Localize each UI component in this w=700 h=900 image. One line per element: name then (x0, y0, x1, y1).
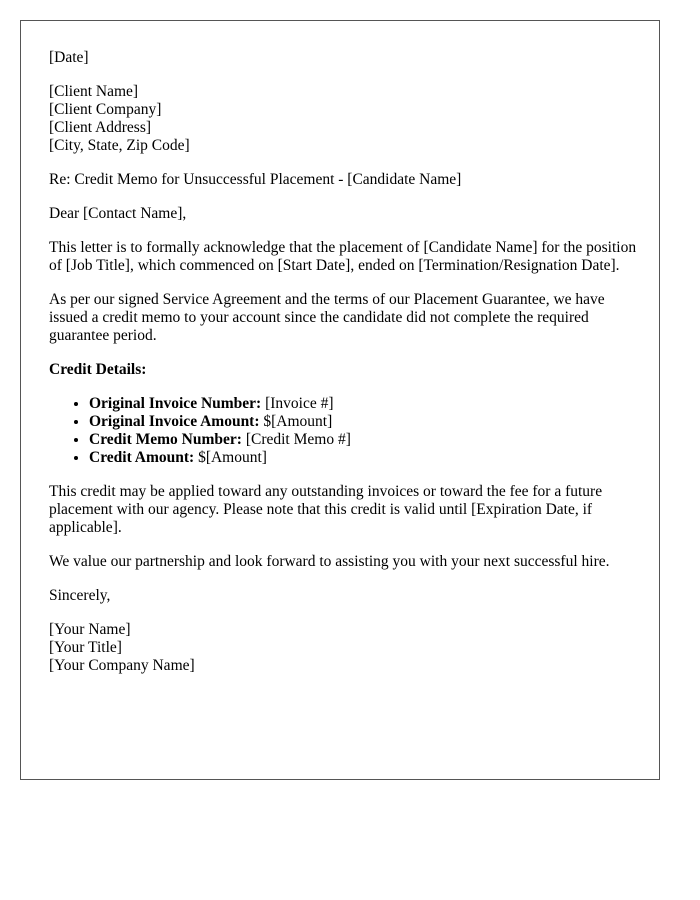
signer-company: [Your Company Name] (49, 657, 195, 674)
recipient-address: [Client Address] (49, 119, 152, 136)
signer-name: [Your Name] (49, 621, 131, 638)
paragraph-credit-issued: As per our signed Service Agreement and the terms of our Placement Guarantee, we have issued a credit memo to your account since the candidate did not complete the required guarantee period. (49, 291, 605, 344)
list-item (89, 431, 639, 449)
salutation: Dear [Contact Name], (49, 205, 187, 222)
detail-label: Original Invoice Number: (89, 395, 262, 412)
closing: Sincerely, (49, 587, 111, 604)
credit-details-list (49, 395, 639, 467)
paragraph-credit-usage: This credit may be applied toward any outstanding invoices or toward the fee for a future placement with our agency. Please note that this credit is valid until [Expiration Date, if applicable]. (49, 483, 603, 536)
credit-details-heading: Credit Details: (49, 361, 147, 378)
detail-value: $[Amount] (259, 413, 333, 430)
recipient-address-block (49, 83, 639, 155)
recipient-city-state-zip: [City, State, Zip Code] (49, 137, 190, 154)
list-item (89, 449, 639, 467)
detail-value: [Invoice #] (261, 395, 334, 412)
detail-label: Credit Amount: (89, 449, 195, 466)
detail-value: $[Amount] (194, 449, 267, 466)
detail-label: Credit Memo Number: (89, 431, 242, 448)
signature-block (49, 621, 639, 675)
signer-title: [Your Title] (49, 639, 122, 656)
subject-line: Re: Credit Memo for Unsuccessful Placement - [Candidate Name] (49, 171, 462, 188)
detail-label: Original Invoice Amount: (89, 413, 260, 430)
letter-date: [Date] (49, 49, 89, 66)
list-item (89, 395, 639, 413)
letter-body (49, 49, 639, 691)
paragraph-acknowledgement: This letter is to formally acknowledge that the placement of [Candidate Name] for the position of [Job Title], which commenced on [Start Date], ended on [Termination/Resignation Date]. (49, 239, 637, 274)
letter-page (20, 20, 660, 780)
paragraph-partnership: We value our partnership and look forward to assisting you with your next successful hire. (49, 553, 610, 570)
recipient-company: [Client Company] (49, 101, 162, 118)
detail-value: [Credit Memo #] (241, 431, 351, 448)
list-item (89, 413, 639, 431)
recipient-name: [Client Name] (49, 83, 139, 100)
